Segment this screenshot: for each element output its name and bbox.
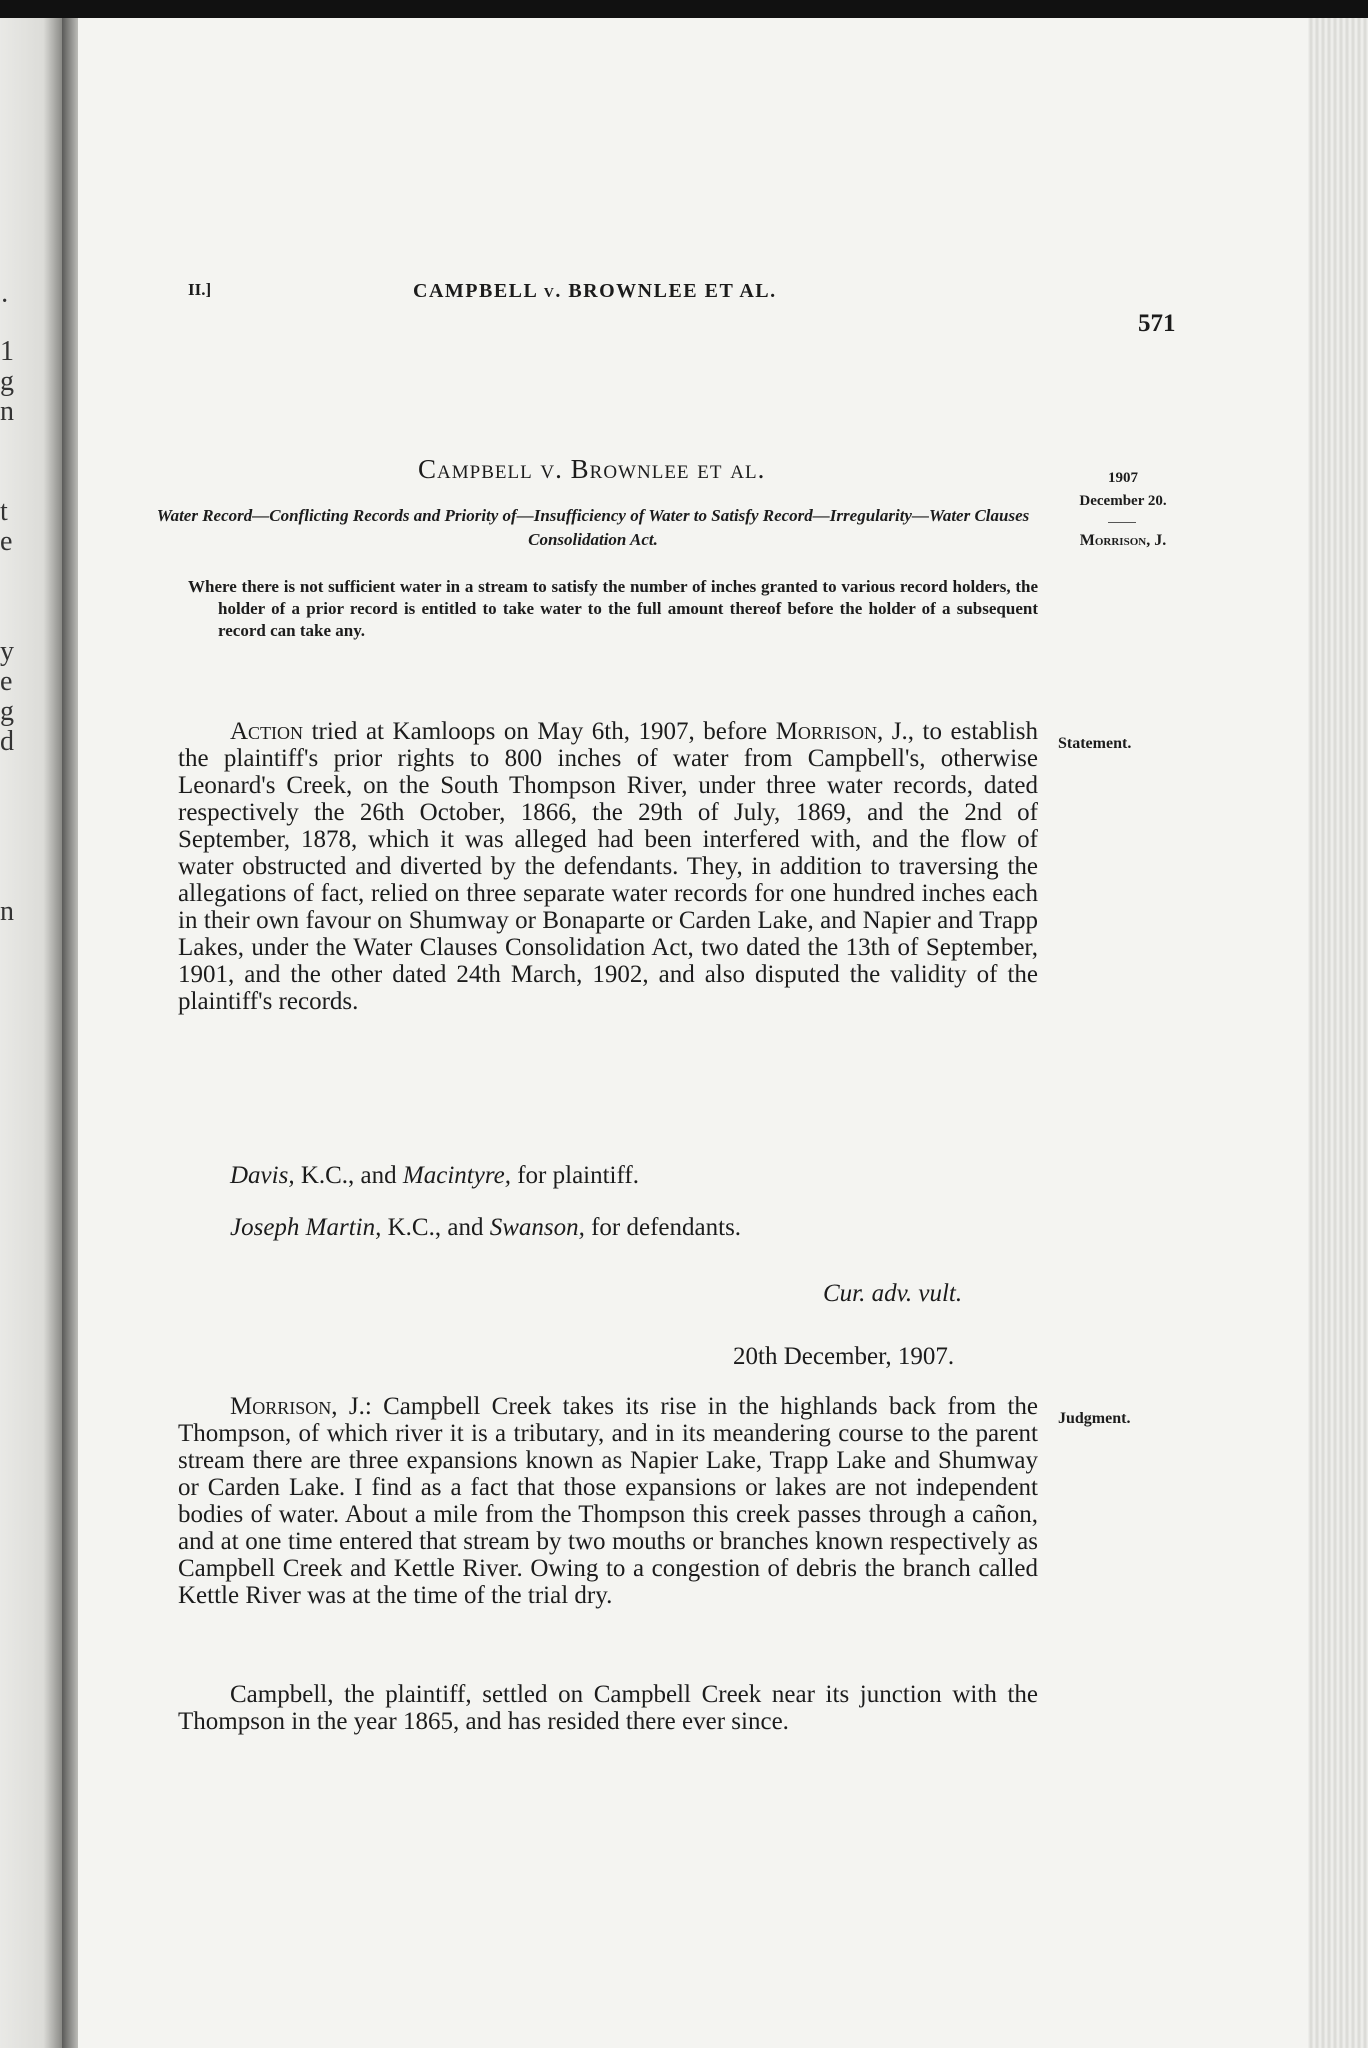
counsel-name: Swanson, <box>489 1214 585 1241</box>
judgment-text: , J.: Campbell Creek takes its rise in the highlands back from the Thompson, of which river it is a tributary, and in its meandering course to the parent stream there are three expansions known as Napier Lake, Trapp Lake and Shumway or Carden Lake. I find as a fact that those expansions or lakes are not independent bodies of water. About a mile from the Thompson this creek passes through a cañon, and at one time entered that stream by two mouths or branches known respectively as Campbell Creek and Kettle River. Owing to a congestion of debris the branch called Kettle River was at the time of the trial dry. <box>178 1393 1038 1609</box>
counsel-name: Macintyre, <box>402 1162 511 1189</box>
facing-page-fragment: g <box>0 366 14 397</box>
statement-text: tried at Kamloops on May 6th, 1907, before <box>303 718 776 745</box>
side-rule <box>1108 522 1136 523</box>
facing-page-fragment: d <box>0 726 14 757</box>
facing-page-fragment: e <box>0 666 13 697</box>
statement-text-2: , J., to establish the plaintiff's prior rights to 800 inches of water from Campbell's, otherwise Leonard's Creek, on the South Thompson River, under three water records, dated respectively the 26th October, 1866, the 29th of July, 1869, and the 2nd of September, 1878, which it was alleged had been interfered with, and the flow of water obstructed and diverted by the defendants. They, in addition to traversing the allegations of fact, relied on three separate water records for one hundred inches each in their own favour on Shumway or Bonaparte or Carden Lake, and Napier and Trapp Lakes, under the Water Clauses Consolidation Act, two dated the 13th of September, 1901, and the other dated 24th March, 1902, and also disputed the validity of the plaintiff's records. <box>178 718 1038 1015</box>
facing-page-fragment: y <box>0 636 14 667</box>
statement-paragraph <box>178 718 1038 1015</box>
page-number: 571 <box>1138 310 1176 337</box>
counsel-name: Joseph Martin, <box>230 1214 382 1241</box>
statement-judge: Morrison <box>775 718 877 745</box>
facing-page-edge <box>0 18 62 2048</box>
running-head-volume: II.] <box>188 280 212 299</box>
headnote: Where there is not sufficient water in a stream to satisfy the number of inches granted to various record holders, the holder of a prior record is entitled to take water to the full amount thereof before the holder of a subsequent record can take any. <box>188 577 1038 640</box>
facing-page-fragment: n <box>0 896 14 927</box>
facing-page-fragment: 1 <box>0 336 14 367</box>
counsel-text: K.C., and <box>294 1162 403 1189</box>
case-title: Campbell v. Brownlee et al. <box>418 454 766 484</box>
counsel-defendants <box>230 1214 741 1242</box>
counsel-text: for defendants. <box>584 1214 742 1241</box>
facing-page-fragment: g <box>0 696 14 727</box>
judgment-date: 20th December, 1907. <box>733 1343 955 1370</box>
margin-note-judgment: Judgment. <box>1058 1410 1131 1427</box>
side-judge: Morrison, J. <box>1079 532 1167 549</box>
facing-page-fragment: · <box>0 286 10 317</box>
counsel-plaintiff <box>230 1162 639 1190</box>
book-page <box>78 18 1308 2048</box>
catchline: Water Record—Conflicting Records and Priority of—Insufficiency of Water to Satisfy Record—Irregularity—Water Clauses Consolidation Act. <box>156 506 1030 549</box>
side-year: 1907 <box>1108 470 1138 486</box>
facing-page-fragment: n <box>0 396 14 427</box>
running-head-title: CAMPBELL v. BROWNLEE ET AL. <box>413 280 777 302</box>
facing-page-fragment: t <box>0 496 8 527</box>
page-stack-edge <box>1308 18 1368 2048</box>
margin-note-statement: Statement. <box>1058 735 1132 752</box>
counsel-name: Davis, <box>230 1162 295 1189</box>
top-dark-strip <box>0 0 1368 18</box>
facing-page-fragment: e <box>0 526 13 557</box>
side-date: December 20. <box>1079 493 1167 509</box>
cur-adv-vult: Cur. adv. vult. <box>823 1280 963 1307</box>
statement-lead: Action <box>230 718 304 745</box>
judgment-paragraph <box>178 1393 1038 1609</box>
judgment-lead: Morrison <box>230 1393 332 1420</box>
counsel-text: for plaintiff. <box>510 1162 639 1189</box>
counsel-text: K.C., and <box>381 1214 490 1241</box>
book-gutter <box>62 18 78 2048</box>
judgment-paragraph-2: Campbell, the plaintiff, settled on Campbell Creek near its junction with the Thompson in the year 1865, and has resided there ever since. <box>178 1681 1038 1735</box>
